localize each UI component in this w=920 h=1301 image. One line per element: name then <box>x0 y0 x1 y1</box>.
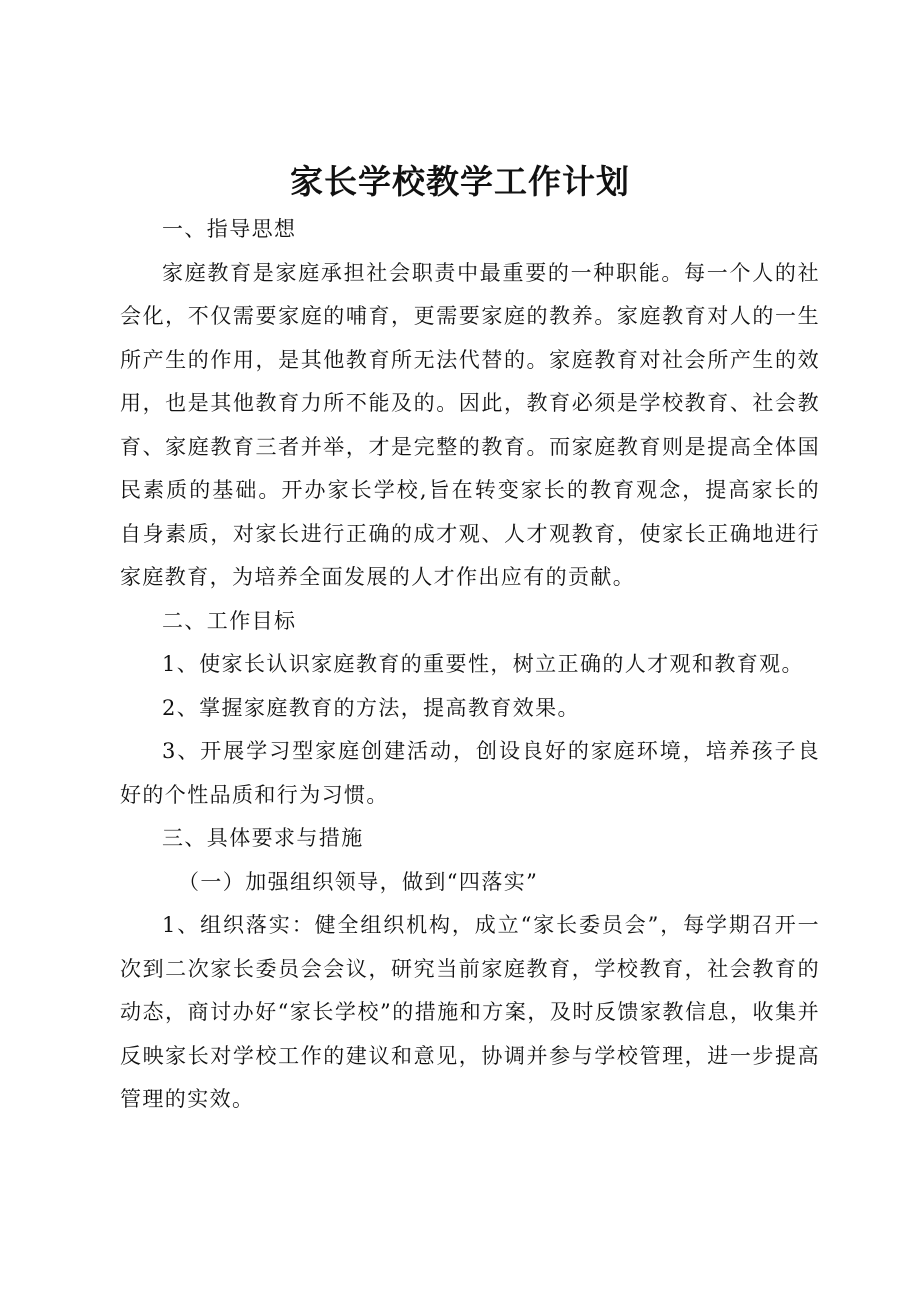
measure-item-1: 1、组织落实：健全组织机构，成立“家长委员会”，每学期召开一次到二次家长委员会会议，研究当前家庭教育，学校教育，社会教育的动态，商讨办好“家长学校”的措施和方案，及时反馈家教信息，收集并反映家长对学校工作的建议和意见，协调并参与学校管理，进一步提高管理的实效。 <box>120 913 820 1111</box>
section-heading-work-goals: 二、工作目标 <box>162 608 297 633</box>
subsection-heading-organization: （一）加强组织领导，做到“四落实” <box>178 869 539 894</box>
document-title: 家长学校教学工作计划 <box>290 162 630 201</box>
section-heading-guiding-thought: 一、指导思想 <box>162 217 297 241</box>
paragraph-guiding-thought: 家庭教育是家庭承担社会职责中最重要的一种职能。每一个人的社会化，不仅需要家庭的哺育，更需要家庭的教养。家庭教育对人的一生所产生的作用，是其他教育所无法代替的。家庭教育对社会所产生的效用，也是其他教育力所不能及的。因此，教育必须是学校教育、社会教育、家庭教育三者并举，才是完整的教育。而家庭教育则是提高全体国民素质的基础。开办家长学校,旨在转变家长的教育观念，提高家长的自身素质，对家长进行正确的成才观、人才观教育，使家长正确地进行家庭教育，为培养全面发展的人才作出应有的贡献。 <box>120 260 820 589</box>
goal-item-3: 3、开展学习型家庭创建活动，创设良好的家庭环境，培养孩子良好的个性品质和行为习惯。 <box>120 739 820 807</box>
section-heading-requirements: 三、具体要求与措施 <box>162 826 364 850</box>
goal-item-1: 1、使家长认识家庭教育的重要性，树立正确的人才观和教育观。 <box>162 652 804 676</box>
document-body <box>120 208 820 1122</box>
goal-item-2: 2、掌握家庭教育的方法，提高教育效果。 <box>162 695 580 720</box>
